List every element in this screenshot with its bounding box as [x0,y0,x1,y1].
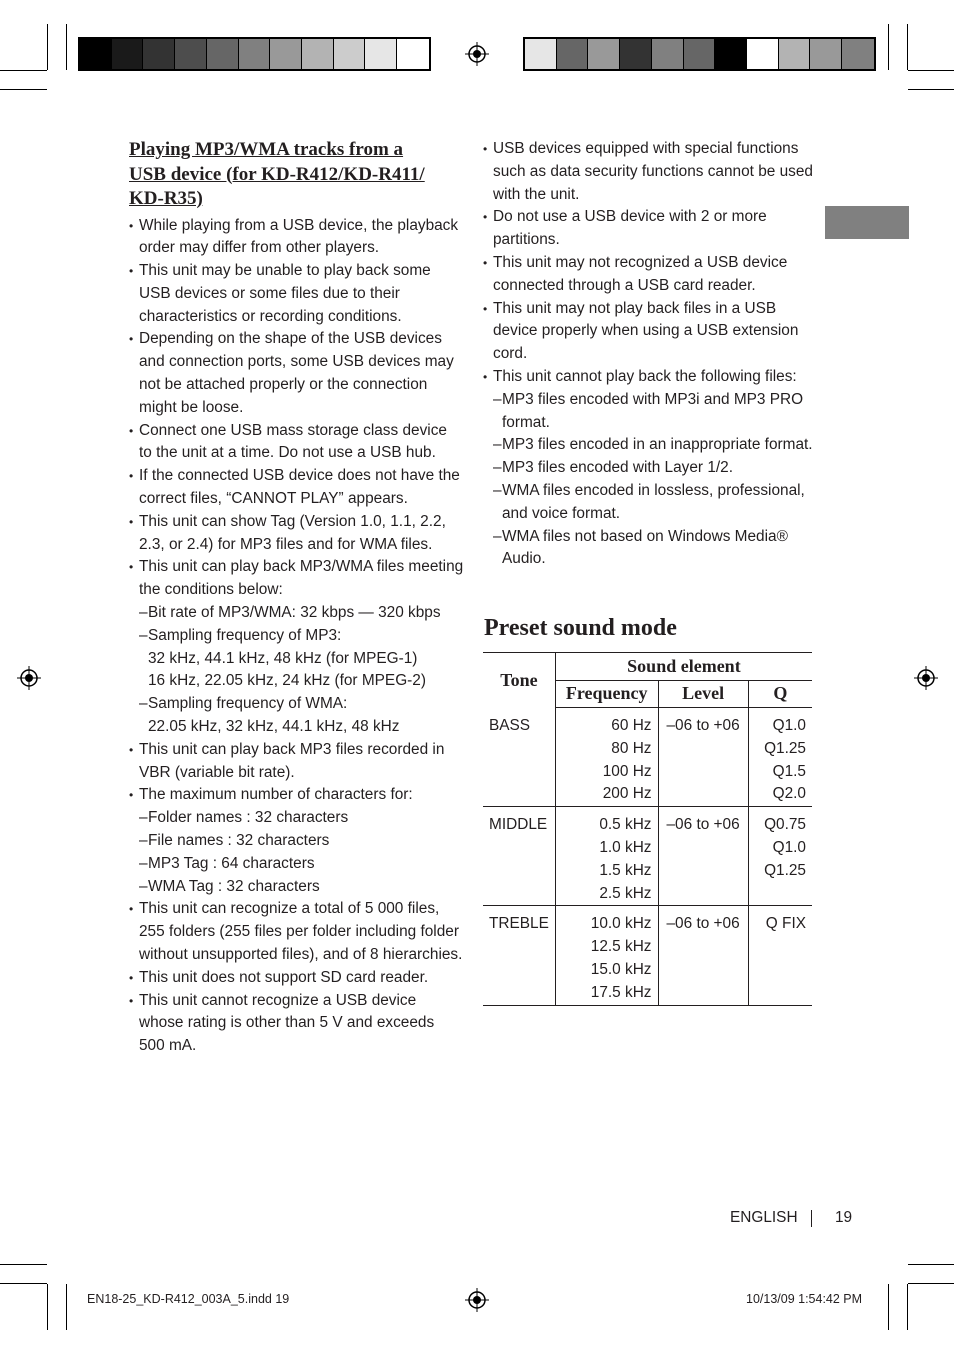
bullet-item: • Connect one USB mass storage class device to the unit at a time. Do not use a USB hub. [129,420,464,466]
bullet-item: • This unit can play back MP3 files recorded in VBR (variable bit rate). [129,739,464,785]
q-header: Q [748,680,812,708]
color-swatch [143,39,175,69]
section-tab-marker [825,206,909,239]
color-swatch [302,39,334,69]
registration-mark-bottom-icon [465,1288,489,1312]
dash-item: – Folder names : 32 characters [129,807,464,830]
usb-playback-heading [129,138,464,212]
frequency-value: 200 Hz [602,785,652,803]
bullet-item: • While playing from a USB device, the playback order may differ from other players. [129,215,464,261]
color-swatch [112,39,144,69]
registration-mark-left-icon [17,666,41,690]
heading-line: KD-R35) [129,188,203,209]
heading-line: Playing MP3/WMA tracks from a [129,139,404,160]
heading-line: USB device (for KD-R412/KD-R411/ [129,163,425,185]
level-cell: –06 to +06 [658,906,748,1005]
dash-item: – File names : 32 characters [129,830,464,853]
dash-item: – Sampling frequency of WMA: [129,693,464,716]
q-value: Q1.25 [764,739,806,757]
slug-filename: EN18-25_KD-R412_003A_5.indd 19 [87,1292,290,1306]
bullet-item: • This unit may not play back files in a USB device properly when using a USB extension cord. [483,298,813,366]
q-value: Q2.0 [772,785,806,803]
indent-item: 22.05 kHz, 32 kHz, 44.1 kHz, 48 kHz [148,718,400,736]
dash-item: – MP3 files encoded with Layer 1/2. [483,457,813,480]
color-swatch [365,39,397,69]
bullet-item: • This unit can show Tag (Version 1.0, 1.1, 2.2, 2.3, or 2.4) for MP3 files and for WMA files. [129,511,464,557]
color-swatch [620,39,652,69]
frequency-value: 0.5 kHz [599,816,652,834]
q-value: Q1.5 [772,762,806,780]
frequency-cell [555,906,658,1005]
bullet-item: • This unit may not recognized a USB device connected through a USB card reader. [483,252,813,298]
bullet-item: • This unit cannot play back the following files: [483,366,813,389]
color-swatch [684,39,716,69]
frequency-value: 17.5 kHz [590,983,652,1001]
footer-language: ENGLISH [730,1209,798,1226]
color-swatch [588,39,620,69]
tone-cell: BASS [489,716,531,734]
q-cell [748,906,812,1005]
dash-item: – MP3 files encoded with MP3i and MP3 PRO format. [483,389,813,435]
slug-timestamp: 10/13/09 1:54:42 PM [746,1292,863,1306]
color-bar-right [523,37,876,71]
frequency-value: 12.5 kHz [590,938,652,956]
color-swatch [810,39,842,69]
bullet-item: • If the connected USB device does not have the correct files, “CANNOT PLAY” appears. [129,465,464,511]
color-swatch [207,39,239,69]
color-swatch [652,39,684,69]
frequency-value: 1.0 kHz [599,838,652,856]
frequency-value: 80 Hz [611,739,652,757]
dash-item: – WMA Tag : 32 characters [129,876,464,899]
color-swatch [557,39,589,69]
bullet-item: • This unit can play back MP3/WMA files meeting the conditions below: [129,556,464,602]
frequency-value: 100 Hz [602,762,652,780]
q-value: Q1.25 [764,861,806,879]
preset-sound-mode-heading: Preset sound mode [484,615,677,641]
left-column [129,138,464,1058]
usb-restrictions-list [483,138,813,571]
q-value: Q FIX [765,915,806,933]
footer-separator [811,1210,812,1227]
sound-element-header: Sound element [555,653,812,681]
bullet-item: • Depending on the shape of the USB devices and connection ports, some USB devices may not be attached properly or the connection might be loose. [129,328,464,419]
color-swatch [334,39,366,69]
q-cell [748,807,812,906]
q-value: Q0.75 [764,816,806,834]
color-swatch [80,39,112,69]
tone-cell: MIDDLE [489,816,548,834]
bullet-item: • Do not use a USB device with 2 or more partitions. [483,206,813,252]
table-row [483,807,812,906]
indent-item: 32 kHz, 44.1 kHz, 48 kHz (for MPEG-1) [148,649,418,667]
bullet-item: • This unit does not support SD card reader. [129,967,464,990]
level-cell: –06 to +06 [658,807,748,906]
frequency-value: 15.0 kHz [590,960,652,978]
frequency-cell [555,708,658,807]
frequency-header: Frequency [555,680,658,708]
bullet-item: • USB devices equipped with special functions such as data security functions cannot be used with the unit. [483,138,813,206]
color-swatch [525,39,557,69]
registration-mark-right-icon [914,666,938,690]
level-cell: –06 to +06 [658,708,748,807]
frequency-cell [555,807,658,906]
dash-item: – MP3 Tag : 64 characters [129,853,464,876]
tone-header: Tone [483,653,555,708]
right-column [483,138,813,571]
frequency-value: 2.5 kHz [599,884,652,902]
dash-item: – Sampling frequency of MP3: [129,625,464,648]
dash-item: – WMA files encoded in lossless, professional, and voice format. [483,480,813,526]
color-swatch [175,39,207,69]
page-number: 19 [835,1209,853,1226]
color-swatch [715,39,747,69]
frequency-value: 1.5 kHz [599,861,652,879]
bullet-item: • This unit may be unable to play back some USB devices or some files due to their characteristics or recording conditions. [129,260,464,328]
dash-item: – WMA files not based on Windows Media® Audio. [483,526,813,572]
color-swatch [239,39,271,69]
q-value: Q1.0 [772,717,806,734]
color-swatch [747,39,779,69]
usb-notes-list [129,215,464,1058]
color-bar-left [78,37,431,71]
q-value: Q1.0 [772,838,806,856]
frequency-value: 10.0 kHz [590,915,652,933]
color-swatch [270,39,302,69]
color-swatch [779,39,811,69]
table-row [483,906,812,1005]
bullet-item: • The maximum number of characters for: [129,784,464,807]
bullet-item: • This unit can recognize a total of 5 000 files, 255 folders (255 files per folder including folder without unsupported files), and of 8 hierarchies. [129,898,464,966]
table-row [483,708,812,807]
tone-cell: TREBLE [489,915,549,933]
level-header: Level [658,680,748,708]
frequency-value: 60 Hz [611,717,652,734]
dash-item: – MP3 files encoded in an inappropriate format. [483,434,813,457]
indent-item: 16 kHz, 22.05 kHz, 24 kHz (for MPEG-2) [148,672,426,690]
bullet-item: • This unit cannot recognize a USB device whose rating is other than 5 V and exceeds 500 mA. [129,990,464,1058]
registration-mark-top-icon [465,42,489,66]
sound-mode-table [483,652,812,1006]
dash-item: – Bit rate of MP3/WMA: 32 kbps — 320 kbps [129,602,464,625]
q-cell [748,708,812,807]
color-swatch [397,39,429,69]
color-swatch [842,39,874,69]
